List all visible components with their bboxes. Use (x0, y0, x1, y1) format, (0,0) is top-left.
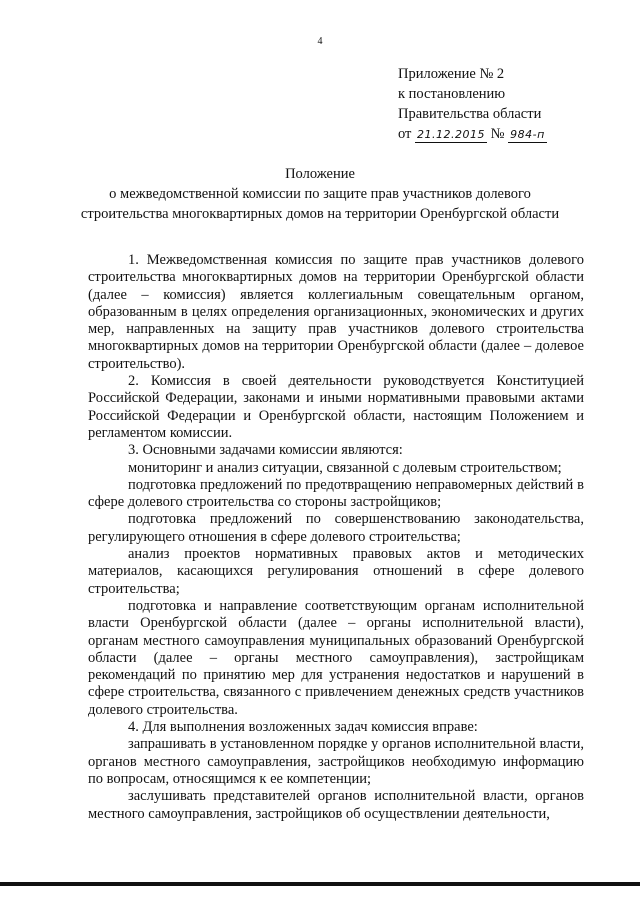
task-item-monitoring: мониторинг и анализ ситуации, связанной с долевым строительством; (128, 459, 562, 476)
task-item-legislation: подготовка предложений по совершенствованию законодательства, регулирующего отношения в сфере долевого строительства; (88, 511, 584, 545)
number-label: № (490, 126, 505, 142)
from-label: от (398, 126, 412, 142)
annex-line-government: Правительства области (398, 106, 542, 122)
paragraph-1: 1. Межведомственная комиссия по защите прав участников долевого строительства многоквартирных домов на территории Оренбургской области (далее – комиссия) является коллегиальным совещательным органом, образованным в целях определения организационных, экономических и других мер, направленных на защиту прав участников долевого строительства многоквартирных домов на территории Оренбургской области (далее – долевое строительство). (88, 252, 584, 372)
page-number: 4 (317, 36, 323, 47)
task-item-recommendations: подготовка и направление соответствующим органам исполнительной власти Оренбургской области (далее – органы исполнительной власти), органам местного самоуправления муниципальных образований Оренбургской области (далее – органы местного самоуправления), застройщикам рекомендаций по принятию мер для устранения недостатков и нарушений в сфере строительства, связанного с привлечением денежных средств участников долевого строительства. (88, 597, 584, 718)
annex-line-resolution: к постановлению (398, 86, 506, 102)
annex-date-line (398, 124, 618, 144)
annex-block (398, 64, 618, 144)
paragraph-4: 4. Для выполнения возложенных задач комиссия вправе: (128, 719, 478, 736)
right-item-hear-representatives: заслушивать представителей органов исполнительной власти, органов местного самоуправления, застройщиков об осуществлении деятельности, (88, 788, 584, 822)
annex-title: Приложение № 2 (398, 66, 505, 82)
title-heading: Положение (285, 166, 355, 182)
right-item-request-info: запрашивать в установленном порядке у органов исполнительной власти, органов местного самоуправления, застройщиков необходимую информацию по вопросам, относящимся к ее компетенции; (88, 736, 584, 787)
handwritten-date: 21.12.2015 (417, 128, 486, 141)
task-item-analysis: анализ проектов нормативных правовых актов и методических материалов, касающихся регулирования отношений в сфере долевого строительства; (88, 546, 584, 597)
document-title (40, 164, 600, 224)
document-body (88, 252, 584, 823)
paragraph-2: 2. Комиссия в своей деятельности руководствуется Конституцией Российской Федерации, законами и иными нормативными правовыми актами Российской Федерации и Оренбургской области, настоящим Положением и регламентом комиссии. (88, 373, 584, 441)
task-item-prevention: подготовка предложений по предотвращению неправомерных действий в сфере долевого строительства со стороны застройщиков; (88, 476, 584, 511)
title-line-2: о межведомственной комиссии по защите прав участников долевого (109, 186, 531, 202)
paragraph-3: 3. Основными задачами комиссии являются: (128, 442, 403, 459)
bottom-border-line (0, 882, 640, 886)
handwritten-number: 984-п (510, 128, 545, 141)
title-line-3: строительства многоквартирных домов на территории Оренбургской области (80, 206, 560, 222)
